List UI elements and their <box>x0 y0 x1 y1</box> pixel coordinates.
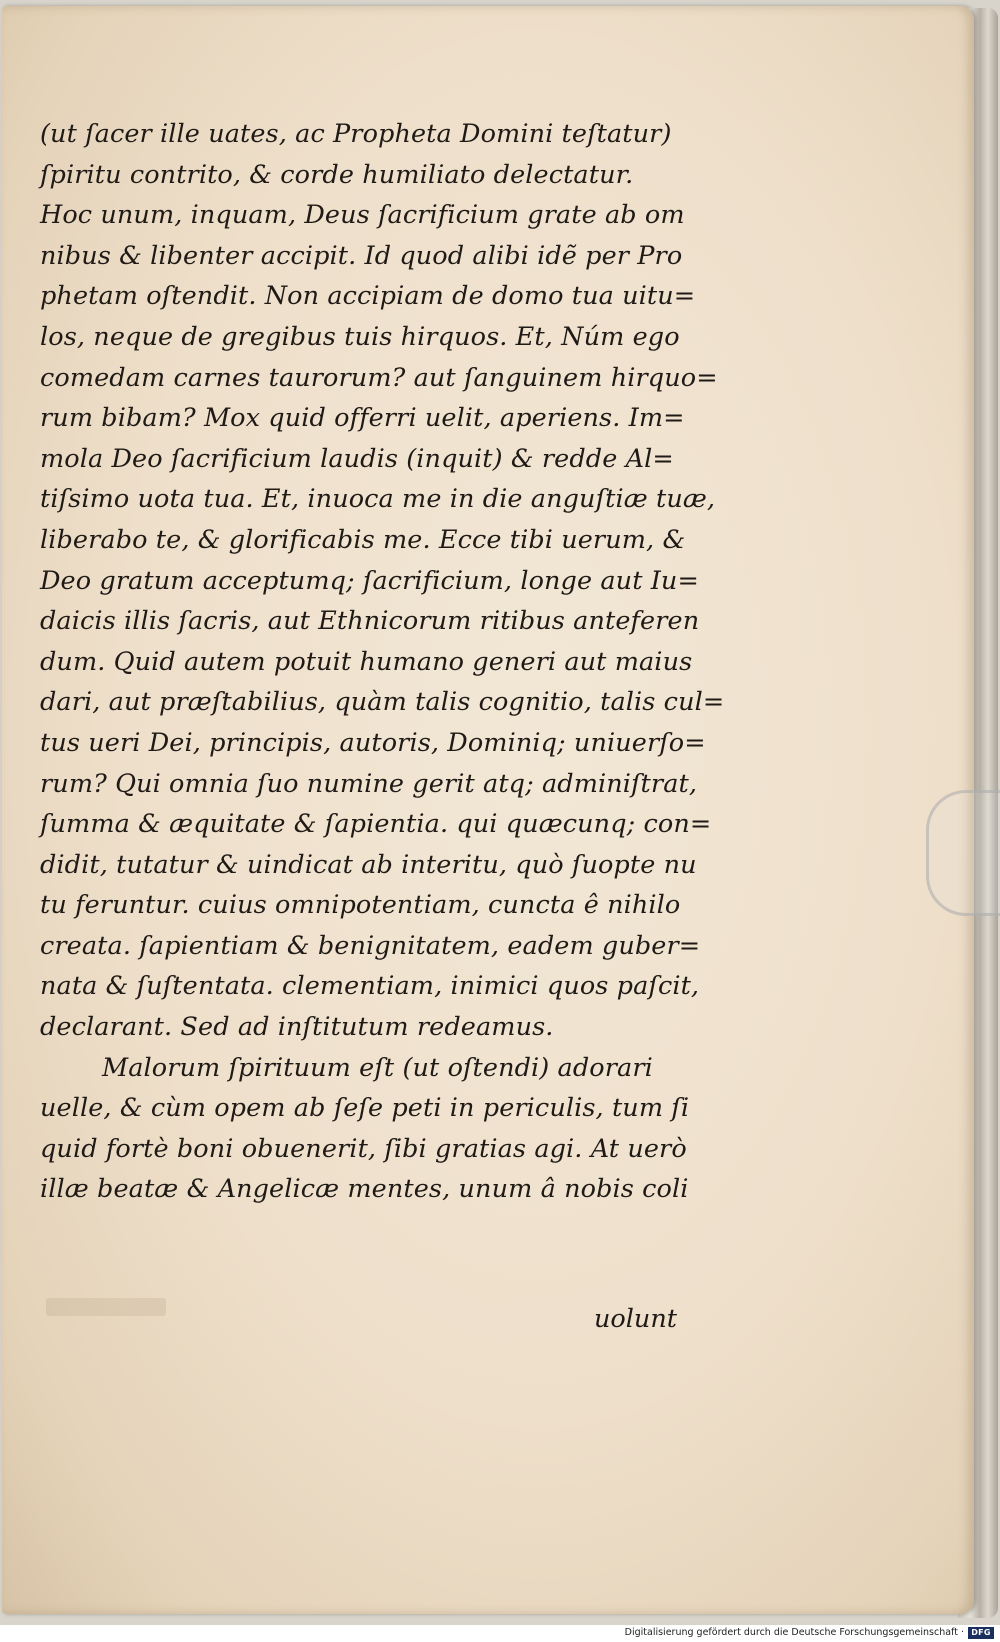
page-clip <box>926 790 1000 916</box>
text-line: mola Deo ſacrificium laudis (inquit) & redde Al= <box>40 443 674 474</box>
text-line: daicis illis ſacris, aut Ethnicorum ritibus anteferen <box>40 606 700 637</box>
text-line: nibus & libenter accipit. Id quod alibi idẽ per Pro <box>40 240 683 271</box>
text-line: ſpiritu contrito, & corde humiliato delectatur. <box>40 159 634 190</box>
text-line: nata & ſuſtentata. clementiam, inimici quos paſcit, <box>40 971 700 1002</box>
show-through-mark <box>46 1298 166 1316</box>
catchword: uolunt <box>594 1304 678 1334</box>
body-text <box>40 114 740 1210</box>
text-line: rum bibam? Mox quid offerri uelit, aperiens. Im= <box>40 403 685 434</box>
funding-credit: Digitalisierung gefördert durch die Deutsche Forschungsgemeinschaft · <box>624 1627 964 1638</box>
footer-bar <box>0 1625 1000 1642</box>
text-line: Deo gratum acceptumq; ſacrificium, longe aut Iu= <box>40 565 699 596</box>
text-line: didit, tutatur & uindicat ab interitu, quò ſuopte nu <box>40 849 697 880</box>
text-line: illæ beatæ & Angelicæ mentes, unum â nobis coli <box>40 1174 689 1205</box>
book-page <box>2 6 974 1614</box>
text-line: comedam carnes taurorum? aut ſanguinem hirquo= <box>40 362 718 393</box>
text-line: rum? Qui omnia ſuo numine gerit atq; adminiſtrat, <box>40 768 698 799</box>
text-line: creata. ſapientiam & benignitatem, eadem guber= <box>40 930 701 961</box>
text-line: dari, aut præſtabilius, quàm talis cognitio, talis cul= <box>40 687 725 718</box>
text-line: tu feruntur. cuius omnipotentiam, cuncta ê nihilo <box>40 890 681 921</box>
dfg-logo: DFG <box>968 1627 994 1639</box>
text-line: tus ueri Dei, principis, autoris, Dominiq; uniuerſo= <box>40 727 706 758</box>
text-line: ſumma & æquitate & ſapientia. qui quæcunq; con= <box>40 809 712 840</box>
text-line: tiſsimo uota tua. Et, inuoca me in die anguſtiæ tuæ, <box>40 484 716 515</box>
text-line: quid fortè boni obuenerit, ſibi gratias agi. At uerò <box>40 1133 687 1164</box>
text-line: phetam oſtendit. Non accipiam de domo tua uitu= <box>40 281 696 312</box>
text-line: uelle, & cùm opem ab ſeſe peti in periculis, tum ſi <box>40 1093 690 1124</box>
text-line: declarant. Sed ad inſtitutum redeamus. <box>40 1012 554 1043</box>
text-line: liberabo te, & glorificabis me. Ecce tibi uerum, & <box>40 524 686 555</box>
text-line: Hoc unum, inquam, Deus ſacrificium grate ab om <box>40 200 685 231</box>
text-line: dum. Quid autem potuit humano generi aut maius <box>40 646 693 677</box>
text-line: los, neque de gregibus tuis hirquos. Et, Núm ego <box>40 321 680 352</box>
paragraph-start-line: Malorum ſpirituum eſt (ut oſtendi) adorari <box>102 1052 653 1083</box>
text-line: (ut ſacer ille uates, ac Propheta Domini teſtatur) <box>40 119 672 149</box>
